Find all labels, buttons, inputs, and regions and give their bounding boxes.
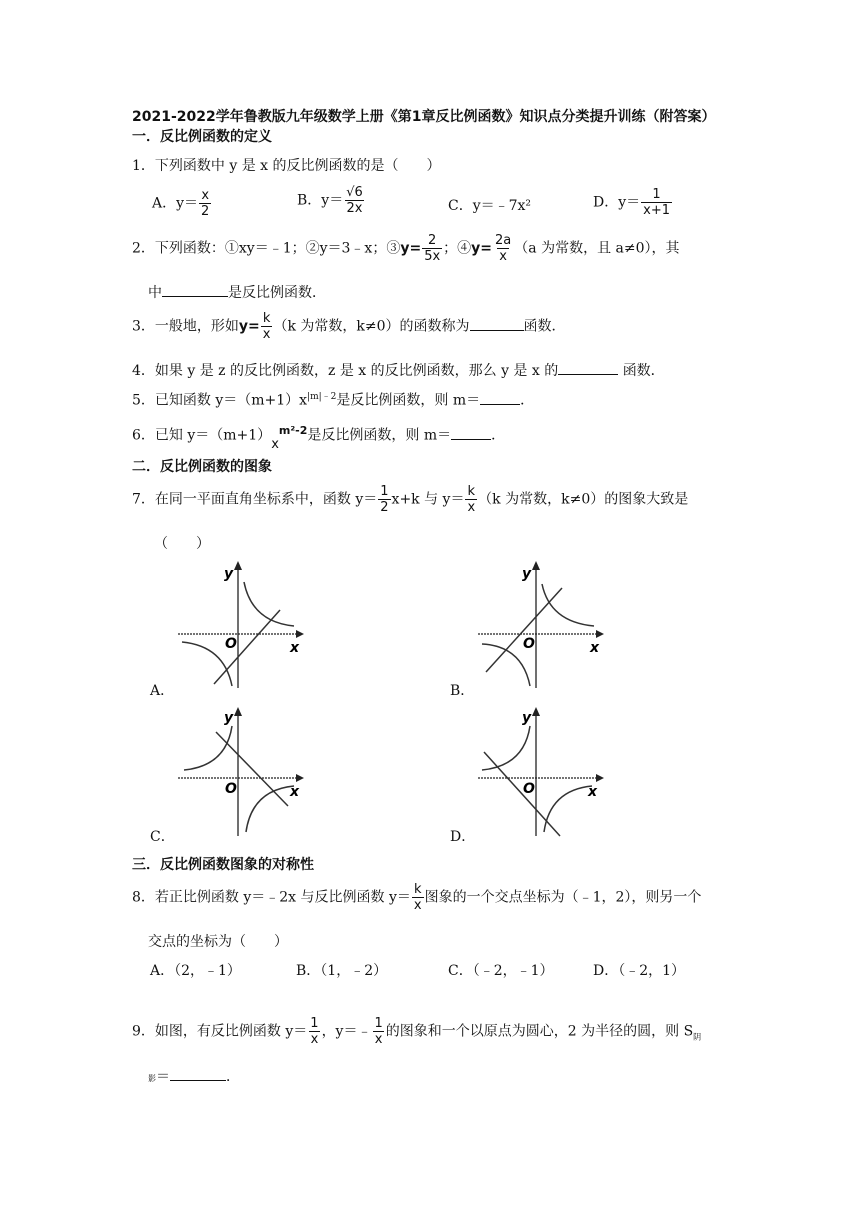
graph-d-y-arrow — [532, 707, 540, 716]
graph-d-x-label: x — [588, 784, 598, 800]
graph-b-x-arrow — [596, 630, 604, 638]
q7-label-d: D． — [450, 829, 476, 845]
graph-a-x-arrow — [296, 630, 304, 638]
graph-c-hyperbola-q2 — [184, 726, 232, 770]
graph-b-x-label: x — [590, 640, 600, 656]
q8-option-a: A．（2，﹣1） — [150, 963, 241, 979]
question-2-line-1: 2．下列函数：①xy＝﹣1；②y＝3﹣x；③y= $\frac{2}{5x}$ ；④y= $\frac{2a}{x}$ （a 为常数，且 a≠0），其 — [132, 233, 680, 264]
q1-option-d: D．y＝ $\frac{1}{x+1}$ — [593, 187, 670, 218]
question-9-line-2: 影＝ ． — [148, 1066, 240, 1086]
graph-d-line — [484, 752, 560, 836]
q1-option-c: C．y＝﹣7x² — [448, 198, 532, 214]
graph-d-x-arrow — [596, 774, 604, 782]
question-2-line-2: 中 是反比例函数． — [148, 282, 326, 302]
q8-option-b: B．（1，﹣2） — [296, 963, 388, 979]
graph-a-x-label: x — [290, 640, 300, 656]
graph-c-y-arrow — [234, 707, 242, 716]
graph-c-hyperbola-q4 — [246, 786, 294, 832]
graph-a-origin-label: O — [225, 636, 237, 652]
q6-answer-blank[interactable] — [451, 425, 491, 440]
graph-a-line — [214, 610, 280, 684]
q7-graph-d — [470, 702, 610, 842]
section-heading-definition: 一．反比例函数的定义 — [132, 129, 272, 145]
q2-answer-blank[interactable] — [162, 282, 228, 297]
q7-graph-c — [170, 702, 310, 842]
question-9-line-1: 9．如图，有反比例函数 y＝ $\frac{1}{x}$ ，y＝﹣ $\frac{1}{x}$ 的图象和一个以原点为圆心，2 为半径的圆，则 $S_阴$ — [132, 1016, 702, 1047]
q5-answer-blank[interactable] — [480, 390, 520, 405]
graph-c-origin-label: O — [225, 781, 237, 797]
q7-graph-b — [470, 556, 610, 696]
question-4: 4．如果 y 是 z 的反比例函数，z 是 x 的反比例函数，那么 y 是 x 的 函数． — [132, 360, 665, 380]
section-heading-symmetry: 三．反比例函数图象的对称性 — [132, 857, 314, 873]
q7-label-b: B． — [450, 683, 475, 699]
graph-b-y-label: y — [522, 566, 532, 582]
section-heading-graph: 二．反比例函数的图象 — [132, 459, 272, 475]
graph-a-y-label: y — [224, 566, 234, 582]
q7-label-c: C． — [150, 829, 175, 845]
question-5: 5．已知函数 $y=(m+1)x^{|m|﹣2}$是反比例函数，则 m＝ ． — [132, 389, 534, 410]
graph-c-x-label: x — [290, 784, 300, 800]
q1-option-b: B．y＝ $\frac{√6}{2x}$ — [297, 185, 363, 216]
graph-b-hyperbola-q1 — [542, 584, 594, 626]
graph-d-hyperbola-q4 — [544, 786, 592, 832]
question-7-paren: （ ） — [154, 536, 210, 552]
graph-a-y-arrow — [234, 561, 242, 570]
question-7-line-1: 7．在同一平面直角坐标系中，函数 y＝ $\frac{1}{2}$ x+k 与 y＝ $\frac{k}{x}$ （k 为常数，k≠0）的图象大致是 — [132, 484, 689, 515]
q8-option-c: C．（﹣2，﹣1） — [448, 963, 554, 979]
graph-b-origin-label: O — [523, 636, 535, 652]
q7-graph-a — [170, 556, 310, 696]
graph-d-hyperbola-q2 — [482, 726, 530, 770]
question-3: 3．一般地，形如y= $\frac{k}{x}$ （k 为常数，k≠0）的函数称为 函数． — [132, 311, 566, 342]
graph-d-y-label: y — [522, 710, 532, 726]
q3-answer-blank[interactable] — [470, 316, 524, 331]
page-title: 2021-2022学年鲁教版九年级数学上册《第1章反比例函数》知识点分类提升训练（附答案） — [132, 109, 716, 125]
graph-d-origin-label: O — [523, 781, 535, 797]
q9-answer-blank[interactable] — [170, 1066, 226, 1081]
question-8-line-1: 8．若正比例函数 y＝﹣2x 与反比例函数 y＝ $\frac{k}{x}$ 图象的一个交点坐标为（﹣1，2），则另一个 — [132, 882, 702, 913]
graph-b-line — [486, 588, 562, 672]
question-6: 6．已知 $y=(m+1)x^{m^2-2}$是反比例函数，则 m＝ ． — [132, 424, 506, 452]
q8-option-d: D．（﹣2，1） — [593, 963, 686, 979]
question-8-line-2: 交点的坐标为（ ） — [148, 934, 288, 950]
graph-a-hyperbola-q1 — [244, 582, 294, 626]
question-1-stem: 1．下列函数中 y 是 x 的反比例函数的是（ ） — [132, 158, 441, 174]
graph-c-x-arrow — [296, 774, 304, 782]
q4-answer-blank[interactable] — [558, 360, 618, 375]
q7-label-a: A． — [150, 683, 175, 699]
graph-c-y-label: y — [224, 710, 234, 726]
q1-option-a: A．y＝ $\frac{x}{2}$ — [152, 188, 210, 219]
graph-b-y-arrow — [532, 561, 540, 570]
